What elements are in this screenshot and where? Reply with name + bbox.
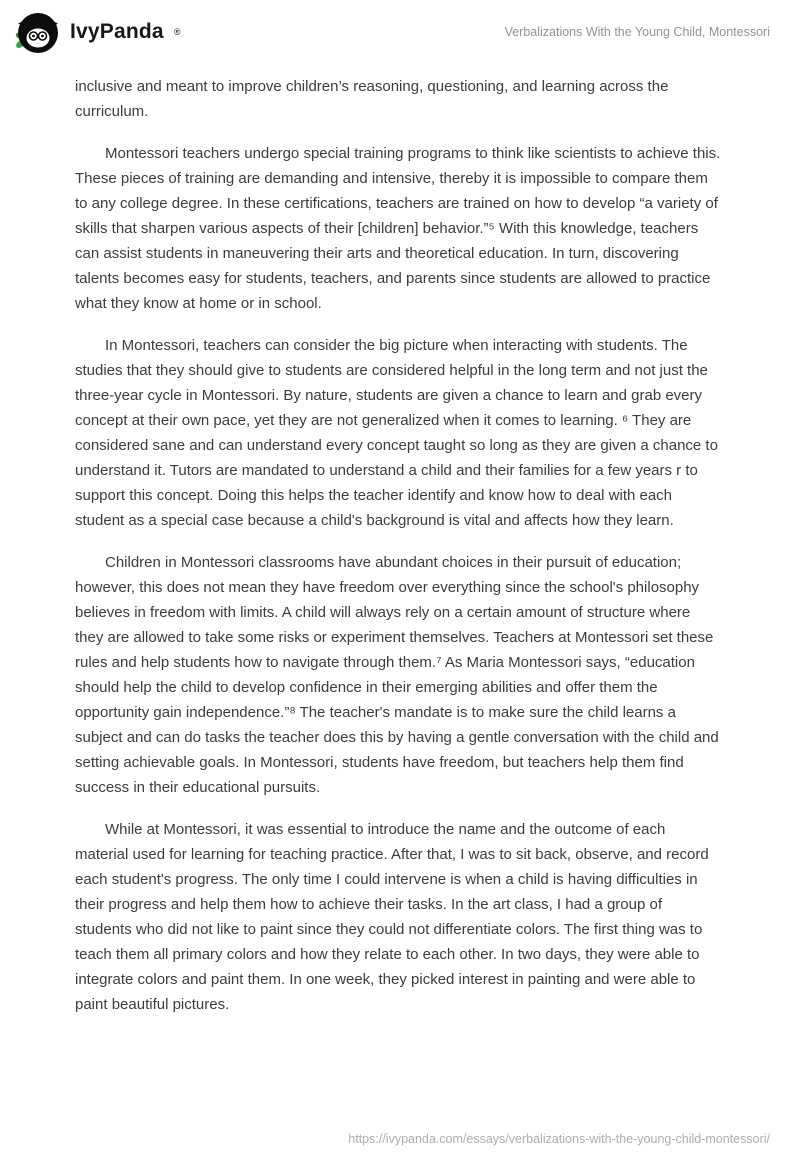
header (0, 0, 800, 62)
essay-paragraph-5: While at Montessori, it was essential to introduce the name and the outcome of each material used for learning for teaching practice. After that, I was to sit back, observe, and record each student's progress. The only time I could intervene is when a child is having difficulties in their progress and help them how to achieve their tasks. In the art class, I had a group of students who did not like to paint since they could not differentiate colors. The first thing was to teach them all primary colors and how they relate to each other. In two days, they were able to integrate colors and paint them. In one week, they picked interest in painting and were able to paint beautiful pictures. (75, 821, 709, 1013)
ivypanda-penguin-icon (14, 9, 60, 55)
footer (0, 1130, 770, 1148)
essay-paragraph-4: Children in Montessori classrooms have abundant choices in their pursuit of education; however, this does not mean they have freedom over everything since the school's philosophy believes in freedom with limits. A child will always rely on a certain amount of structure where they are allowed to take some risks or experiment themselves. Teachers at Montessori set these rules and help students how to navigate through them.⁷ As Maria Montessori says, “education should help the child to develop confidence in their emerging abilities and offer them the opportunity gain independence.”⁸ The teacher's mandate is to make sure the child learns a subject and can do tasks the teacher does this by having a gentle conversation with the child and setting achievable goals. In Montessori, students have freedom, but teachers help them find success in their educational pursuits. (75, 554, 719, 796)
source-url-link[interactable]: https://ivypanda.com/essays/verbalizations-with-the-young-child-montessori/ (348, 1132, 770, 1146)
ivypanda-logo-link[interactable] (14, 9, 180, 55)
essay-body (0, 62, 800, 1017)
essay-paragraph-2: Montessori teachers undergo special training programs to think like scientists to achieve this. These pieces of training are demanding and intensive, thereby it is impossible to compare them to any college degree. In these certifications, teachers are trained on how to develop “a variety of skills that sharpen various aspects of their [children] behavior.”⁵ With this knowledge, teachers can assist students in maneuvering their arts and theoretical education. In turn, discovering talents becomes easy for students, teachers, and parents since students are allowed to practice what they know at home or in school. (75, 145, 721, 312)
essay-paragraph-1: inclusive and meant to improve children’s reasoning, questioning, and learning across the curriculum. (75, 78, 669, 120)
essay-paragraph-3: In Montessori, teachers can consider the big picture when interacting with students. The studies that they should give to students are considered helpful in the long term and not just the three-year cycle in Montessori. By nature, students are given a chance to learn and grab every concept at their own pace, yet they are not generalized when it comes to learning. ⁶ They are considered sane and can understand every concept taught so long as they are given a chance to understand it. Tutors are mandated to understand a child and their families for a few years r to support this concept. Doing this helps the teacher identify and know how to deal with each student as a special case because a child's background is vital and affects how they learn. (75, 337, 718, 529)
brand-name: IvyPanda (70, 20, 164, 43)
registered-mark: ® (173, 27, 181, 37)
document-title: Verbalizations With the Young Child, Montessori (504, 25, 770, 39)
